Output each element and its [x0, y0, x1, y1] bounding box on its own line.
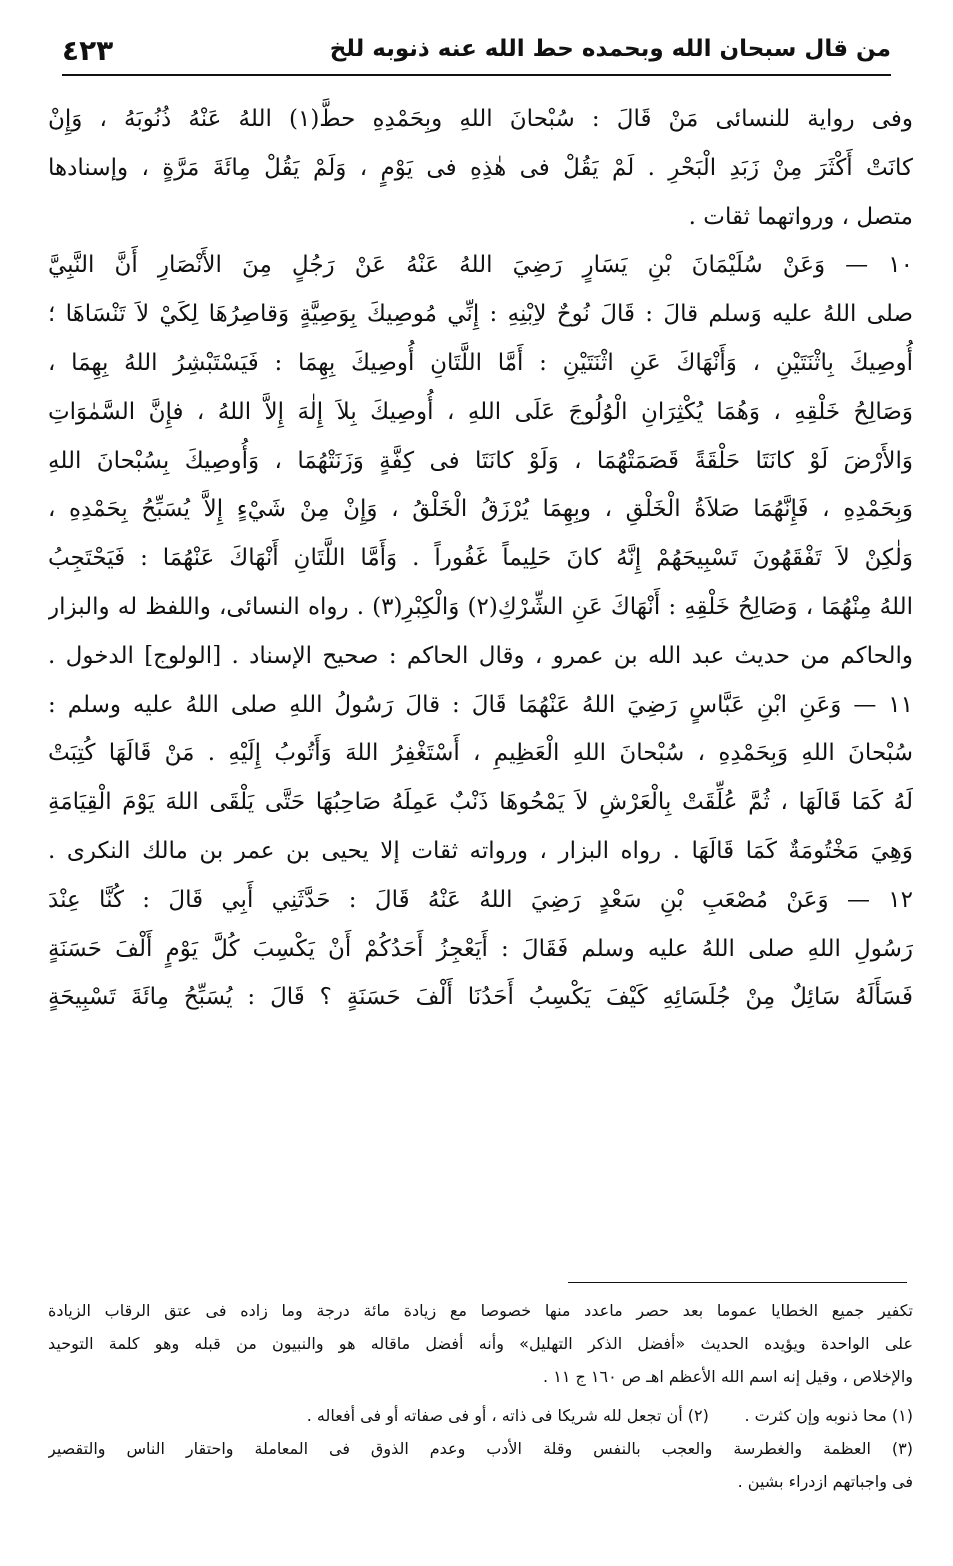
- text-line: وَبِحَمْدِهِ ، فَإِنَّهُمَا صَلاَةُ الْخَلْقِ ، وبِهِمَا يُرْزَقُ الْخَلْقُ ، وَإِنْ مِنْ شَيْءٍ إِلاَّ يُسَبِّحُ بِحَمْدِهِ ،: [48, 496, 913, 523]
- page-number: ٤٢٣: [62, 34, 114, 67]
- text-line: والحاكم من حديث عبد الله بن عمرو ، وقال الحاكم : صحيح الإسناد . [الولوج] الدخول .: [48, 642, 913, 669]
- text-line: سُبْحانَ اللهِ وَبِحَمْدِهِ ، سُبْحانَ اللهِ الْعَظِيمِ ، أَسْتَغْفِرُ اللهَ وَأَتُوبُ إِلَيْهِ . مَنْ قَالَهَا كُتِبَتْ: [48, 740, 913, 767]
- hadith-11-first-line: ١١ — وَعَنِ ابْنِ عَبَّاسٍ رَضِيَ اللهُ عَنْهُمَا قَالَ : قالَ رَسُولُ اللهِ صلى اللهُ عليه وسلم :: [48, 691, 913, 718]
- text-line: وفى رواية للنسائى مَنْ قَالَ : سُبْحانَ اللهِ وبِحَمْدِهِ حطَّ(١) اللهُ عَنْهُ ذُنُوبَهُ ، وَإِنْ: [48, 106, 913, 132]
- text-line: أُوصِيكَ بِاثْنَتَيْنِ ، وَأَنْهَاكَ عَنِ اثْنَتَيْنِ : أَمَّا اللَّتَانِ أُوصِيكَ بِهِمَا : فَيَسْتَبْشِرُ اللهُ بِهِمَا ،: [48, 349, 913, 376]
- text-line: فَسَأَلَهُ سَائِلٌ مِنْ جُلَسَائِهِ كَيْفَ يَكْسِبُ أَحَدُنَا أَلْفَ حَسَنَةٍ ؟ قَالَ : يُسَبِّحُ مِائَةَ تَسْبِيحَةٍ: [48, 984, 913, 1011]
- footnote-3-line: فى واجباتهم ازدراء بشين .: [737, 1472, 913, 1491]
- running-title: من قال سبحان الله وبحمده حط الله عنه ذنوبه للخ: [329, 36, 891, 62]
- footnote-2: (٢) أن تجعل لله شريكا فى ذاته ، أو فى صفاته أو فى أفعاله .: [306, 1406, 709, 1425]
- text-line: رَسُولِ اللهِ صلى اللهُ عليه وسلم فَقَالَ : أَيَعْجِزُ أَحَدُكُمْ أَنْ يَكْسِبَ كُلَّ يَوْمٍ أَلْفَ حَسَنَةٍ: [48, 935, 913, 962]
- text-line: كانَتْ أَكْثَرَ مِنْ زَبَدِ الْبَحْرِ . لَمْ يَقُلْ فى هٰذِهِ فى يَوْمٍ ، وَلَمْ يَقُلْ مِائَةَ مَرَّةٍ ، وإسنادها: [48, 154, 913, 181]
- footnote-3-line: (٣) العظمة والغطرسة والعجب بالنفس وقلة الأدب وعدم الذوق فى المعاملة واحتقار الناس والتقصير: [48, 1439, 913, 1458]
- text-line: متصل ، ورواتهما ثقات .: [688, 203, 913, 230]
- text-line: لَهُ كَمَا قَالَهَا ، ثُمَّ عُلِّقَتْ بِالْعَرْشِ لاَ يَمْحُوهَا ذَنْبٌ عَمِلَهُ صَاحِبُهَا حَتَّى يَلْقَى اللهَ يَوْمَ الْقِيَامَةِ: [48, 789, 913, 816]
- text-line: وَلٰكِنْ لاَ تَفْقَهُونَ تَسْبِيحَهُمْ إِنَّهُ كانَ حَلِيماً غَفُوراً . وَأَمَّا اللَّتَانِ أَنْهَاكَ عَنْهُمَا : فَيَحْتَجِبُ: [48, 545, 913, 572]
- text-line: وَصَالِحُ خَلْقِهِ ، وَهُمَا يُكْثِرَانِ الْوُلُوجَ عَلَى اللهِ ، أُوصِيكَ بِلاَ إِلٰهَ إِلاَّ اللهُ ، فإِنَّ السَّمٰوَاتِ: [48, 398, 913, 425]
- text-line: صلى اللهُ عليه وَسلم قالَ : قَالَ نُوحٌ لاِبْنِهِ : إِنِّي مُوصِيكَ بِوَصِيَّةٍ وَقاصِرُهَا لِكَيْ لاَ تَنْسَاهَا ؛: [48, 301, 913, 328]
- footnote-rule: [568, 1282, 907, 1283]
- footnotes: [48, 1294, 913, 1498]
- text-line: وَهِيَ مَخْتُومَةٌ كَمَا قَالَهَا . رواه البزار ، ورواته ثقات إلا يحيى بن عمر بن مالك النكرى .: [48, 837, 913, 864]
- hadith-10-first-line: ١٠ — وَعَنْ سُلَيْمَانَ بْنِ يَسَارٍ رَضِيَ اللهُ عَنْهُ عَنْ رَجُلٍ مِنَ الأَنْصَارِ أَنَّ النَّبِيَّ: [48, 252, 913, 279]
- hadith-12-first-line: ١٢ — وَعَنْ مُصْعَبِ بْنِ سَعْدٍ رَضِيَ اللهُ عَنْهُ قَالَ : حَدَّثَنِي أَبِي قَالَ : كُنَّا عِنْدَ: [48, 886, 913, 913]
- text-line: اللهُ مِنْهُمَا ، وَصَالِحُ خَلْقِهِ : أَنْهَاكَ عَنِ الشِّرْكِ(٢) وَالْكِبْرِ(٣) . رواه النسائى، واللفظ له والبزار: [48, 593, 913, 620]
- footnote-1-and-2: [48, 1399, 913, 1432]
- footnote-1: (١) محا ذنوبه وإن كثرت .: [744, 1406, 913, 1425]
- footnote-continuation-line: والإخلاص ، وقيل إنه اسم الله الأعظم اهـ ص ١٦٠ ج ١١ .: [543, 1367, 913, 1386]
- running-header: [62, 30, 891, 76]
- header-rule: [62, 74, 891, 76]
- footnote-continuation-line: تكفير جميع الخطايا عموما بعد حصر ماعدد منها خصوصا مع زيادة مائة درجة وما زاده فى عتق الرقاب الزيادة: [48, 1301, 913, 1320]
- text-line: وَالأَرْضَ لَوْ كانَتَا حَلْقَةً قَصَمَتْهُمَا ، وَلَوْ كانَتَا فى كِفَّةٍ وَزَنَتْهُمَا ، وَأُوصِيكَ بِسُبْحانَ اللهِ: [48, 447, 913, 474]
- footnote-continuation-line: على الواحدة ويؤيده الحديث «أفضل الذكر التهليل» وأنه أفضل ماقاله هو والنبيون من قبله وهو كلمة التوحيد: [48, 1334, 913, 1353]
- main-text: [48, 95, 913, 1270]
